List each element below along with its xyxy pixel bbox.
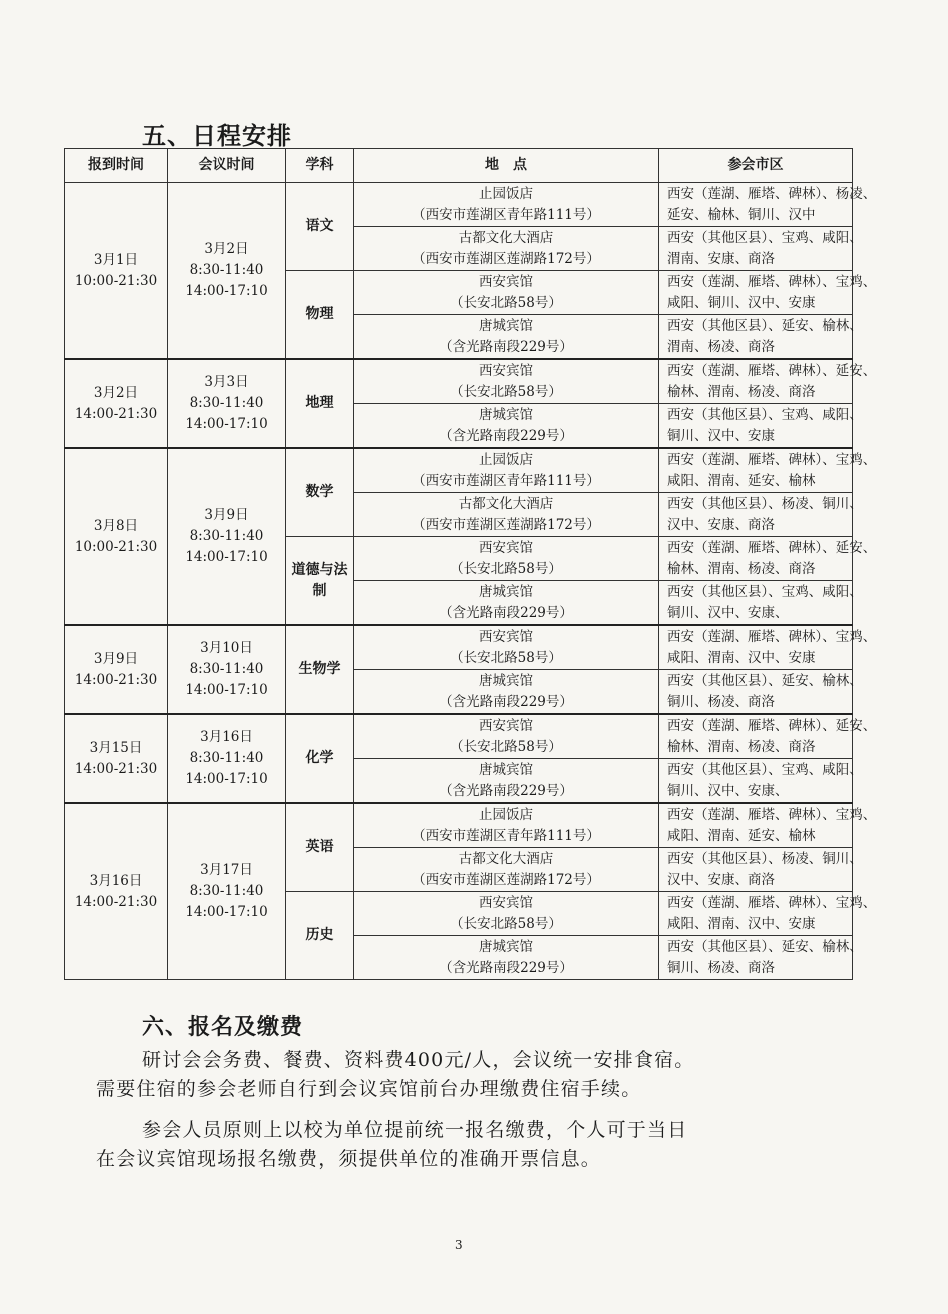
section-5-title: 五、日程安排 [142,122,292,150]
subject-cell: 化学 [286,714,354,803]
venue-address: （含光路南段229号） [439,959,573,976]
areas-line: 西安（其他区县）、延安、榆林、 [667,317,863,334]
checkin-time-line: 10:00-21:30 [74,272,158,289]
venue-cell [354,227,659,271]
areas-line: 汉中、安康、商洛 [667,516,775,533]
areas-cell [659,625,877,670]
venue-address: （含光路南段229号） [439,693,573,710]
venue-name: 止园饭店 [479,806,533,823]
meeting-time-line: 3月10日 [200,640,253,656]
header-subject: 学科 [286,149,354,183]
venue-cell [354,714,659,759]
venue-name: 西安宾馆 [479,362,533,379]
areas-line: 西安（其他区县）、杨凌、铜川、 [667,495,863,512]
areas-line: 铜川、汉中、安康、 [667,782,789,799]
header-checkin-time: 报到时间 [65,149,168,183]
areas-line: 咸阳、渭南、汉中、安康 [667,649,816,666]
areas-cell [659,359,877,404]
areas-line: 榆林、渭南、杨凌、商洛 [667,560,816,577]
venue-name: 止园饭店 [479,185,533,202]
checkin-time-line: 3月8日 [93,517,139,534]
checkin-time-line: 3月16日 [89,872,143,889]
areas-cell [659,448,877,493]
areas-line: 渭南、杨凌、商洛 [667,338,775,355]
meeting-time-line: 8:30-11:40 [189,262,264,278]
meeting-time-cell [168,183,286,360]
table-row [65,183,853,227]
table-row [65,803,853,848]
venue-address: （西安市莲湖区莲湖路172号） [412,516,600,533]
venue-cell [354,271,659,315]
venue-address: （长安北路58号） [450,738,562,755]
fee-paragraph [96,1046,856,1104]
venue-name: 唐城宾馆 [479,938,533,955]
subject-cell: 英语 [286,803,354,892]
areas-line: 铜川、杨凌、商洛 [667,959,775,976]
checkin-time-line: 3月2日 [93,384,139,401]
venue-cell [354,404,659,449]
meeting-time-cell [168,803,286,980]
checkin-time-line: 3月1日 [93,251,139,268]
venue-name: 西安宾馆 [479,539,533,556]
areas-line: 咸阳、铜川、汉中、安康 [667,294,816,311]
subject-cell: 历史 [286,892,354,980]
checkin-time-cell [65,803,168,980]
venue-cell [354,493,659,537]
venue-cell [354,759,659,804]
venue-address: （长安北路58号） [450,383,562,400]
venue-address: （西安市莲湖区青年路111号） [412,206,600,223]
meeting-time-line: 8:30-11:40 [189,395,264,411]
meeting-time-cell [168,359,286,448]
venue-cell [354,537,659,581]
meeting-time-line: 8:30-11:40 [189,528,264,544]
fee-line-2: 需要住宿的参会老师自行到会议宾馆前台办理缴费住宿手续。 [96,1078,642,1100]
venue-address: （西安市莲湖区青年路111号） [412,827,600,844]
checkin-time-line: 3月15日 [89,739,143,756]
venue-cell [354,315,659,360]
venue-cell [354,670,659,715]
meeting-time-line: 8:30-11:40 [189,883,264,899]
areas-line: 西安（其他区县）、宝鸡、咸阳、 [667,583,863,600]
areas-line: 西安（莲湖、雁塔、碑林）、宝鸡、 [667,451,877,468]
areas-line: 西安（其他区县）、宝鸡、咸阳、 [667,761,863,778]
page-number: 3 [455,1238,463,1252]
meeting-time-cell [168,714,286,803]
checkin-time-cell [65,448,168,625]
checkin-time-line: 14:00-21:30 [74,671,158,688]
venue-address: （含光路南段229号） [439,604,573,621]
areas-line: 铜川、汉中、安康、 [667,604,789,621]
subject-cell: 生物学 [286,625,354,714]
areas-line: 铜川、杨凌、商洛 [667,693,775,710]
checkin-time-line: 3月9日 [93,650,139,667]
areas-line: 汉中、安康、商洛 [667,871,775,888]
areas-line: 榆林、渭南、杨凌、商洛 [667,738,816,755]
checkin-time-cell [65,183,168,360]
venue-name: 唐城宾馆 [479,317,533,334]
venue-name: 唐城宾馆 [479,761,533,778]
venue-name: 西安宾馆 [479,894,533,911]
areas-line: 咸阳、渭南、汉中、安康 [667,915,816,932]
venue-name: 西安宾馆 [479,717,533,734]
meeting-time-line: 3月2日 [204,241,249,257]
subject-cell: 地理 [286,359,354,448]
venue-cell [354,803,659,848]
subject-cell: 物理 [286,271,354,360]
schedule-body [65,183,877,980]
venue-cell [354,625,659,670]
areas-line: 西安（其他区县）、杨凌、铜川、 [667,850,863,867]
venue-name: 唐城宾馆 [479,406,533,423]
venue-address: （西安市莲湖区莲湖路172号） [412,871,600,888]
areas-line: 铜川、汉中、安康 [667,427,775,444]
fee-line-1: 研讨会会务费、餐费、资料费400元/人，会议统一安排食宿。 [142,1049,695,1071]
registration-line-1: 参会人员原则上以校为单位提前统一报名缴费，个人可于当日 [142,1119,688,1141]
meeting-time-line: 14:00-17:10 [185,682,268,698]
areas-cell [659,537,877,581]
meeting-time-line: 14:00-17:10 [185,283,268,299]
checkin-time-cell [65,625,168,714]
venue-name: 古都文化大酒店 [458,495,554,512]
areas-cell [659,404,863,449]
areas-cell [659,892,877,936]
checkin-time-line: 14:00-21:30 [74,405,158,422]
table-row [65,448,853,493]
venue-cell [354,936,659,980]
venue-address: （含光路南段229号） [439,427,573,444]
areas-line: 西安（莲湖、雁塔、碑林）、延安、 [667,539,877,556]
areas-cell [659,936,863,980]
checkin-time-line: 10:00-21:30 [74,538,158,555]
areas-line: 西安（莲湖、雁塔、碑林）、宝鸡、 [667,628,877,645]
areas-cell [659,493,863,537]
areas-line: 西安（莲湖、雁塔、碑林）、宝鸡、 [667,273,877,290]
meeting-time-line: 3月16日 [200,729,253,745]
areas-cell [659,581,863,626]
venue-address: （长安北路58号） [450,649,562,666]
table-row [65,714,853,759]
header-venue: 地 点 [354,149,659,183]
meeting-time-line: 3月9日 [204,507,249,523]
areas-line: 西安（其他区县）、延安、榆林、 [667,672,863,689]
venue-cell [354,848,659,892]
meeting-time-line: 3月3日 [204,374,249,390]
venue-name: 止园饭店 [479,451,533,468]
areas-cell [659,848,863,892]
section-6-title: 六、报名及缴费 [142,1015,304,1040]
subject-cell: 道德与法制 [286,537,354,626]
checkin-time-cell [65,714,168,803]
areas-line: 咸阳、渭南、延安、榆林 [667,472,816,489]
meeting-time-line: 14:00-17:10 [185,549,268,565]
venue-cell [354,892,659,936]
areas-cell [659,271,877,315]
areas-line: 延安、榆林、铜川、汉中 [667,206,816,223]
meeting-time-line: 8:30-11:40 [189,750,264,766]
venue-address: （含光路南段229号） [439,338,573,355]
venue-address: （长安北路58号） [450,560,562,577]
meeting-time-line: 14:00-17:10 [185,771,268,787]
venue-name: 唐城宾馆 [479,583,533,600]
venue-name: 唐城宾馆 [479,672,533,689]
meeting-time-cell [168,448,286,625]
registration-paragraph [96,1116,856,1174]
venue-name: 西安宾馆 [479,628,533,645]
meeting-time-line: 14:00-17:10 [185,904,268,920]
meeting-time-line: 14:00-17:10 [185,416,268,432]
areas-line: 西安（莲湖、雁塔、碑林）、宝鸡、 [667,806,877,823]
table-row [65,625,853,670]
venue-address: （长安北路58号） [450,294,562,311]
checkin-time-line: 14:00-21:30 [74,893,158,910]
venue-cell [354,581,659,626]
header-areas: 参会市区 [659,149,853,183]
areas-line: 咸阳、渭南、延安、榆林 [667,827,816,844]
areas-line: 西安（莲湖、雁塔、碑林）、杨凌、 [667,185,877,202]
areas-cell [659,670,863,715]
meeting-time-line: 3月17日 [200,862,253,878]
areas-line: 渭南、安康、商洛 [667,250,775,267]
venue-cell [354,448,659,493]
areas-cell [659,183,877,227]
venue-name: 西安宾馆 [479,273,533,290]
areas-line: 西安（其他区县）、延安、榆林、 [667,938,863,955]
subject-cell: 语文 [286,183,354,271]
table-header-row [65,149,853,183]
areas-cell [659,759,863,804]
areas-line: 西安（莲湖、雁塔、碑林）、延安、 [667,362,877,379]
venue-name: 古都文化大酒店 [458,850,554,867]
venue-name: 古都文化大酒店 [458,229,554,246]
meeting-time-line: 8:30-11:40 [189,661,264,677]
table-row [65,359,853,404]
areas-line: 西安（莲湖、雁塔、碑林）、宝鸡、 [667,894,877,911]
areas-line: 西安（其他区县）、宝鸡、咸阳、 [667,229,863,246]
areas-line: 西安（莲湖、雁塔、碑林）、延安、 [667,717,877,734]
venue-address: （长安北路58号） [450,915,562,932]
header-meeting-time: 会议时间 [168,149,286,183]
venue-address: （西安市莲湖区青年路111号） [412,472,600,489]
areas-cell [659,227,863,271]
areas-cell [659,714,877,759]
subject-cell: 数学 [286,448,354,537]
areas-cell [659,315,863,360]
schedule-table [64,148,877,980]
areas-cell [659,803,877,848]
meeting-time-cell [168,625,286,714]
areas-line: 西安（其他区县）、宝鸡、咸阳、 [667,406,863,423]
areas-line: 榆林、渭南、杨凌、商洛 [667,383,816,400]
venue-address: （含光路南段229号） [439,782,573,799]
checkin-time-line: 14:00-21:30 [74,760,158,777]
venue-cell [354,359,659,404]
venue-cell [354,183,659,227]
venue-address: （西安市莲湖区莲湖路172号） [412,250,600,267]
registration-line-2: 在会议宾馆现场报名缴费，须提供单位的准确开票信息。 [96,1148,602,1170]
checkin-time-cell [65,359,168,448]
